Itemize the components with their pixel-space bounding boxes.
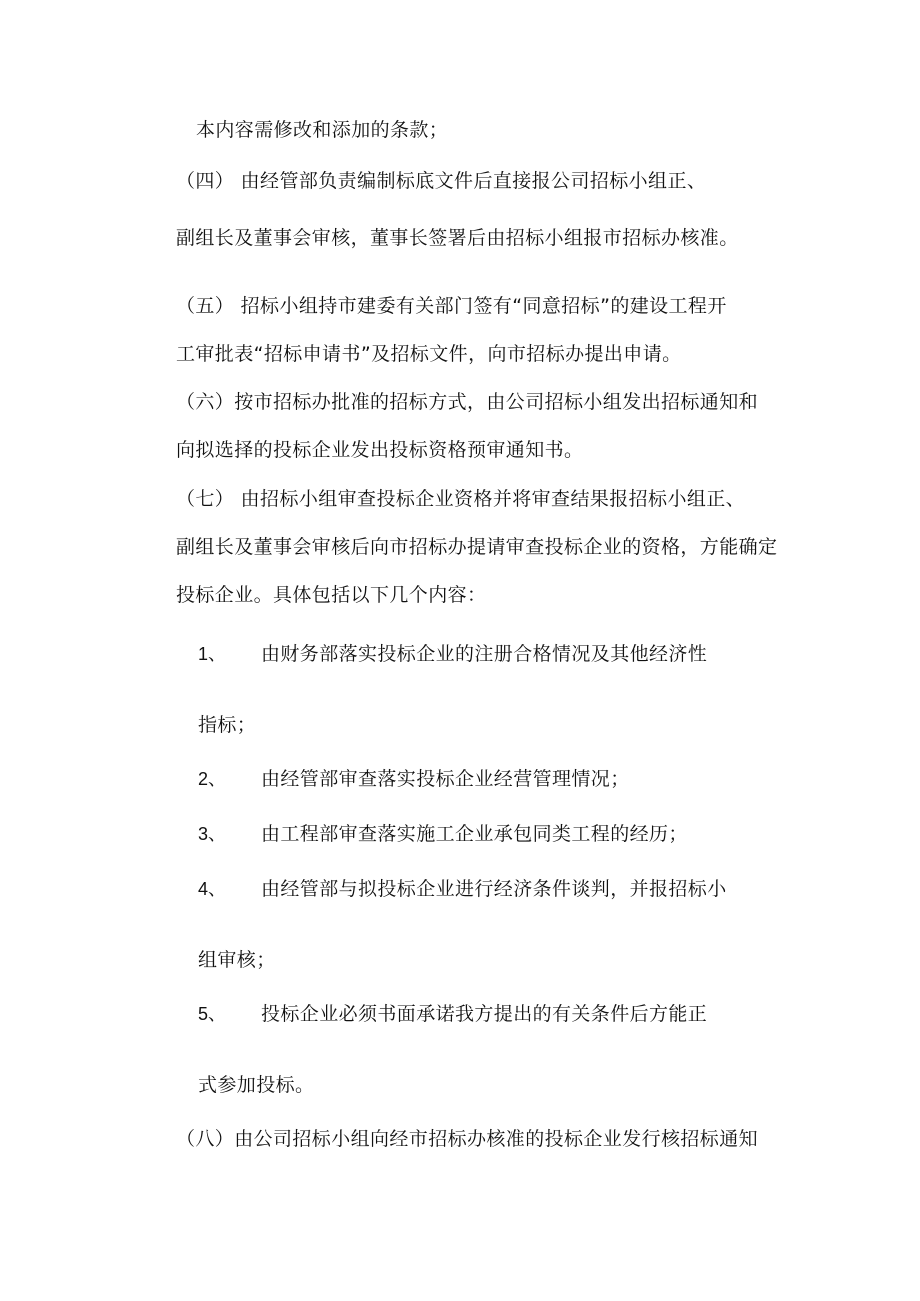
list-item-text: 由财务部落实投标企业的注册合格情况及其他经济性 bbox=[261, 643, 708, 665]
paragraph-line: 工审批表“招标申请书”及招标文件，向市招标办提出申请。 bbox=[176, 343, 682, 365]
list-item-continuation: 组审核； bbox=[198, 949, 276, 971]
paragraph-line: 副组长及董事会审核后向市招标办提请审查投标企业的资格，方能确定 bbox=[176, 536, 778, 558]
list-item-text: 由工程部审查落实施工企业承包同类工程的经历； bbox=[261, 823, 688, 845]
list-item-text: 由经管部审查落实投标企业经营管理情况； bbox=[261, 768, 630, 790]
paragraph-line: （八）由公司招标小组向经市招标办核准的投标企业发行核招标通知 bbox=[176, 1128, 759, 1150]
list-item-number: 2、 bbox=[198, 769, 227, 789]
paragraph-line: 向拟选择的投标企业发出投标资格预审通知书。 bbox=[176, 439, 584, 461]
list-item-number: 1、 bbox=[198, 644, 227, 664]
list-item-number: 5、 bbox=[198, 1004, 227, 1024]
list-item-number: 4、 bbox=[198, 879, 227, 899]
paragraph-line: 投标企业。具体包括以下几个内容： bbox=[176, 584, 487, 606]
paragraph-line: 本内容需修改和添加的条款； bbox=[196, 119, 449, 141]
paragraph-line: （五） 招标小组持市建委有关部门签有“同意招标”的建设工程开 bbox=[176, 295, 727, 317]
paragraph-line: （七） 由招标小组审查投标企业资格并将审查结果报招标小组正、 bbox=[176, 488, 746, 510]
paragraph-line: （六）按市招标办批准的招标方式，由公司招标小组发出招标通知和 bbox=[176, 391, 759, 413]
list-item-text: 投标企业必须书面承诺我方提出的有关条件后方能正 bbox=[261, 1003, 708, 1025]
list-item-text: 由经管部与拟投标企业进行经济条件谈判，并报招标小 bbox=[261, 878, 727, 900]
list-item-continuation: 指标； bbox=[198, 714, 257, 736]
list-item-number: 3、 bbox=[198, 824, 227, 844]
paragraph-line: （四） 由经管部负责编制标底文件后直接报公司招标小组正、 bbox=[176, 170, 707, 192]
paragraph-line: 副组长及董事会审核，董事长签署后由招标小组报市招标办核准。 bbox=[176, 227, 739, 249]
list-item-continuation: 式参加投标。 bbox=[198, 1074, 315, 1096]
